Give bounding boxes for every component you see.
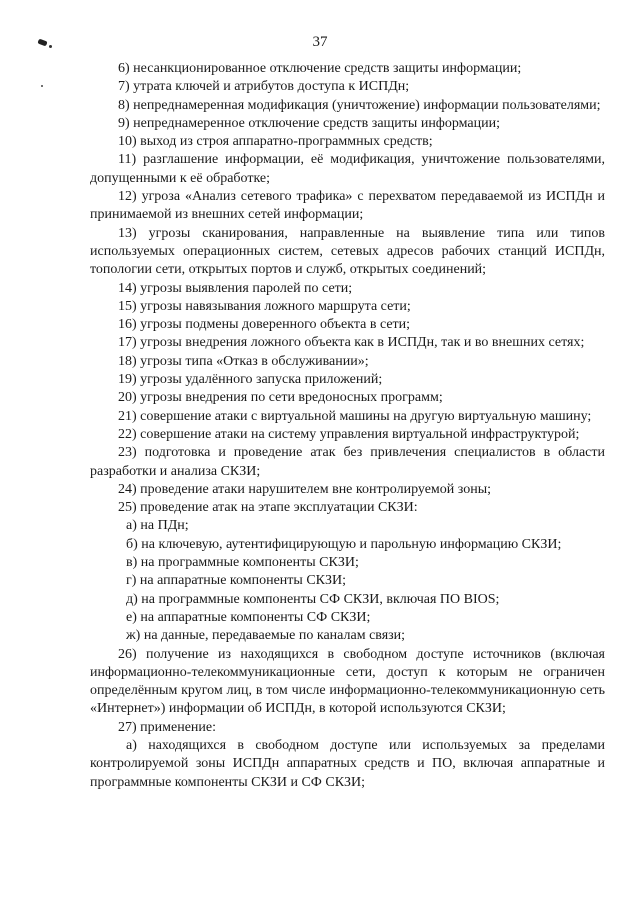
sub-list-item: е) на аппаратные компоненты СФ СКЗИ;	[126, 609, 371, 625]
sub-list-item: а) на ПДн;	[126, 518, 189, 534]
list-item: 8) непреднамеренная модификация (уничтожение) информации пользователями;	[118, 97, 601, 113]
list-item: 10) выход из строя аппаратно-программных средств;	[118, 134, 433, 150]
list-item: 24) проведение атаки нарушителем вне контролируемой зоны;	[118, 481, 491, 497]
list-item: 27) применение:	[118, 719, 217, 735]
list-item: 14) угрозы выявления паролей по сети;	[118, 280, 353, 296]
list-item: 11) разглашение информации, её модификация, уничтожение пользователями, допущенными к её обработке;	[90, 152, 605, 186]
scan-mark	[41, 85, 43, 87]
list-item: 23) подготовка и проведение атак без привлечения специалистов в области разработки и анализа СКЗИ;	[90, 445, 605, 479]
list-item: 6) несанкционированное отключение средств защиты информации;	[118, 61, 522, 76]
sub-list-item: ж) на данные, передаваемые по каналам связи;	[126, 628, 406, 644]
list-item: 17) угрозы внедрения ложного объекта как в ИСПДн, так и во внешних сетях;	[118, 335, 585, 351]
list-item: 18) угрозы типа «Отказ в обслуживании»;	[118, 353, 369, 369]
list-item: 13) угрозы сканирования, направленные на выявление типа или типов используемых операционных систем, сетевых адресов рабочих станций ИСПДн, топологии сети, открытых портов и служб, открытых соединений;	[90, 225, 605, 278]
list-item: 20) угрозы внедрения по сети вредоносных программ;	[118, 390, 443, 406]
document-body	[90, 60, 605, 792]
sub-list-item: д) на программные компоненты СФ СКЗИ, включая ПО BIOS;	[126, 591, 500, 607]
list-item: 26) получение из находящихся в свободном доступе источников (включая информационно-телекоммуникационные сети, доступ к которым не ограничен определённым кругом лиц, в том числе информационно-телекоммуникационную сеть «Интернет») информации об ИСПДн, в которой используются СКЗИ;	[90, 646, 605, 717]
list-item: 9) непреднамеренное отключение средств защиты информации;	[118, 115, 501, 131]
list-item: 7) утрата ключей и атрибутов доступа к ИСПДн;	[118, 79, 410, 95]
list-item: 25) проведение атак на этапе эксплуатации СКЗИ:	[118, 500, 418, 516]
list-item: 12) угроза «Анализ сетевого трафика» с перехватом передаваемой из ИСПДн и принимаемой из внешних сетей информации;	[90, 189, 605, 223]
list-item: 21) совершение атаки с виртуальной машины на другую виртуальную машину;	[118, 408, 592, 424]
sub-list-item: г) на аппаратные компоненты СКЗИ;	[126, 573, 347, 589]
list-item: 22) совершение атаки на систему управления виртуальной инфраструктурой;	[118, 426, 580, 442]
list-item: 15) угрозы навязывания ложного маршрута сети;	[118, 298, 411, 314]
sub-list-item: б) на ключевую, аутентифицирующую и парольную информацию СКЗИ;	[126, 536, 562, 552]
sub-list-item: а) находящихся в свободном доступе или используемых за пределами контролируемой зоны ИСПДн аппаратных средств и ПО, включая аппаратные и программные компоненты СКЗИ и СФ СКЗИ;	[90, 737, 605, 790]
sub-list-item: в) на программные компоненты СКЗИ;	[126, 555, 359, 571]
list-item: 19) угрозы удалённого запуска приложений;	[118, 372, 383, 388]
page-number: 37	[312, 34, 328, 50]
list-item: 16) угрозы подмены доверенного объекта в сети;	[118, 317, 411, 333]
